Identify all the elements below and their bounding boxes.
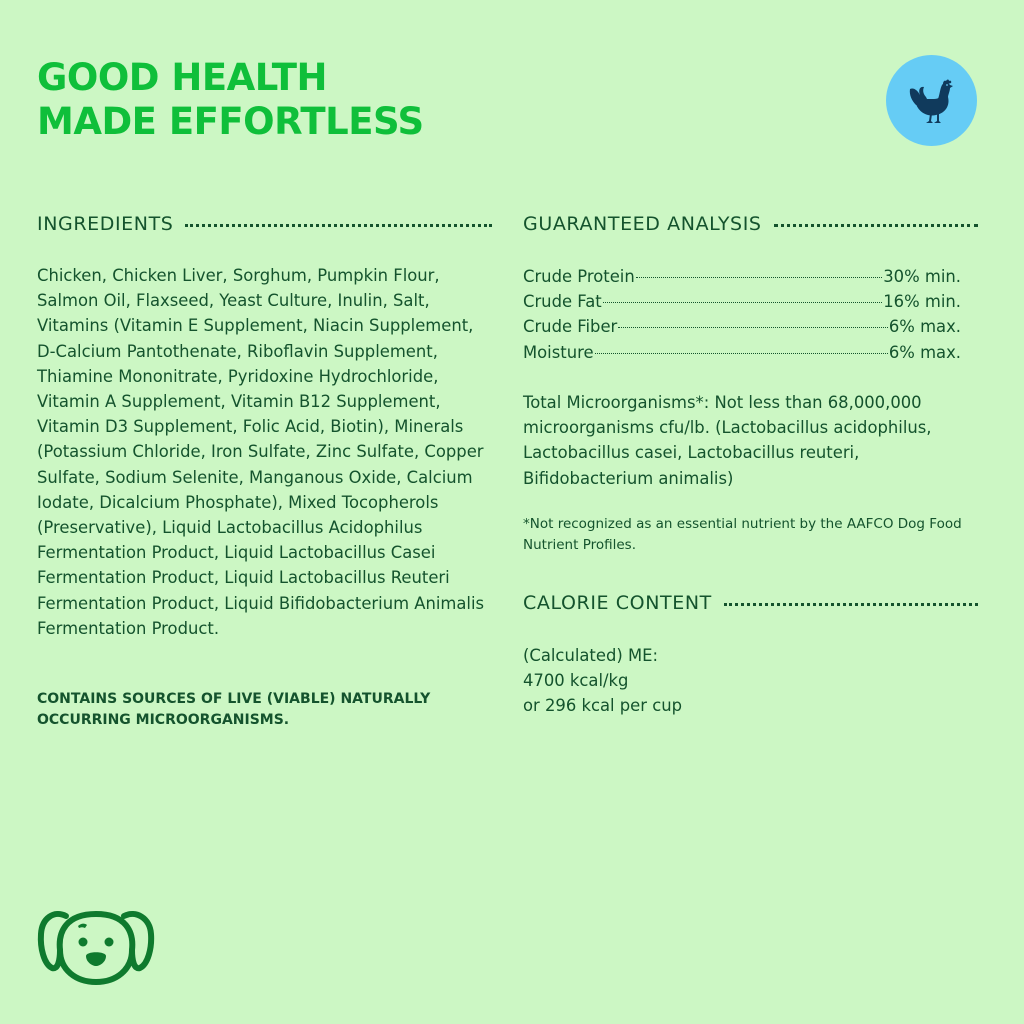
analysis-row-name: Moisture: [523, 342, 594, 362]
live-microorganisms-note: CONTAINS SOURCES OF LIVE (VIABLE) NATURALLY OCCURRING MICROORGANISMS.: [37, 691, 431, 728]
analysis-row: [523, 314, 961, 339]
calorie-heading-label: CALORIE CONTENT: [523, 592, 712, 614]
analysis-row-name: Crude Fiber: [523, 317, 618, 337]
dotted-divider: [774, 224, 978, 227]
aafco-footnote: *Not recognized as an essential nutrient by the AAFCO Dog Food Nutrient Profiles.: [523, 516, 962, 553]
calorie-line: (Calculated) ME:: [523, 646, 658, 665]
microorganisms-text: Total Microorganisms*: Not less than 68,000,000 microorganisms cfu/lb. (Lactobacillus acidophilus, Lactobacillus casei, Lactobacillus reuteri, Bifidobacterium animalis): [523, 393, 932, 488]
dot-leader: [618, 327, 888, 328]
ingredients-heading-label: INGREDIENTS: [37, 213, 174, 235]
analysis-table: [523, 264, 961, 365]
analysis-heading-label: GUARANTEED ANALYSIS: [523, 213, 762, 235]
analysis-row-value: 16% min.: [883, 292, 961, 312]
analysis-row-name: Crude Protein: [523, 267, 635, 286]
dotted-divider: [185, 224, 492, 227]
calorie-heading: [523, 591, 978, 615]
dotted-divider: [724, 603, 978, 606]
headline: [37, 56, 424, 144]
analysis-row: [523, 264, 961, 289]
analysis-row: [523, 289, 961, 314]
analysis-row-name: Crude Fat: [523, 292, 602, 312]
calorie-line: 4700 kcal/kg: [523, 671, 629, 691]
dot-leader: [636, 277, 883, 278]
calorie-text: [523, 643, 978, 719]
analysis-row-value: 6% max.: [888, 342, 961, 362]
analysis-row-value: 30% min.: [883, 267, 961, 286]
ingredients-heading: [37, 212, 492, 236]
dot-leader: [595, 353, 888, 354]
chicken-badge: [886, 55, 977, 146]
analysis-heading: [523, 212, 978, 236]
analysis-row: [523, 340, 961, 365]
dog-face-icon: [36, 904, 156, 986]
ingredients-text: Chicken, Chicken Liver, Sorghum, Pumpkin Flour, Salmon Oil, Flaxseed, Yeast Culture, Inulin, Salt, Vitamins (Vitamin E Supplement, Niacin Supplement, D-Calcium Pantothenate, Riboflavin Supplement, Thiamine Mononitrate, Pyridoxine Hydrochloride, Vitamin A Supplement, Vitamin B12 Supplement, Vitamin D3 Supplement, Folic Acid, Biotin), Minerals (Potassium Chloride, Iron Sulfate, Zinc Sulfate, Copper Sulfate, Sodium Selenite, Manganous Oxide, Calcium Iodate, Dicalcium Phosphate), Mixed Tocopherols (Preservative), Liquid Lactobacillus Acidophilus Fermentation Product, Liquid Lactobacillus Casei Fermentation Product, Liquid Lactobacillus Reuteri Fermentation Product, Liquid Bifidobacterium Animalis Fermentation Product.: [37, 266, 485, 638]
headline-line-1: GOOD HEALTH: [37, 56, 327, 99]
calorie-line: or 296 kcal per cup: [523, 696, 683, 716]
headline-line-2: MADE EFFORTLESS: [37, 100, 424, 143]
chicken-icon: [906, 75, 958, 127]
analysis-row-value: 6% max.: [888, 317, 961, 337]
dot-leader: [603, 302, 883, 303]
